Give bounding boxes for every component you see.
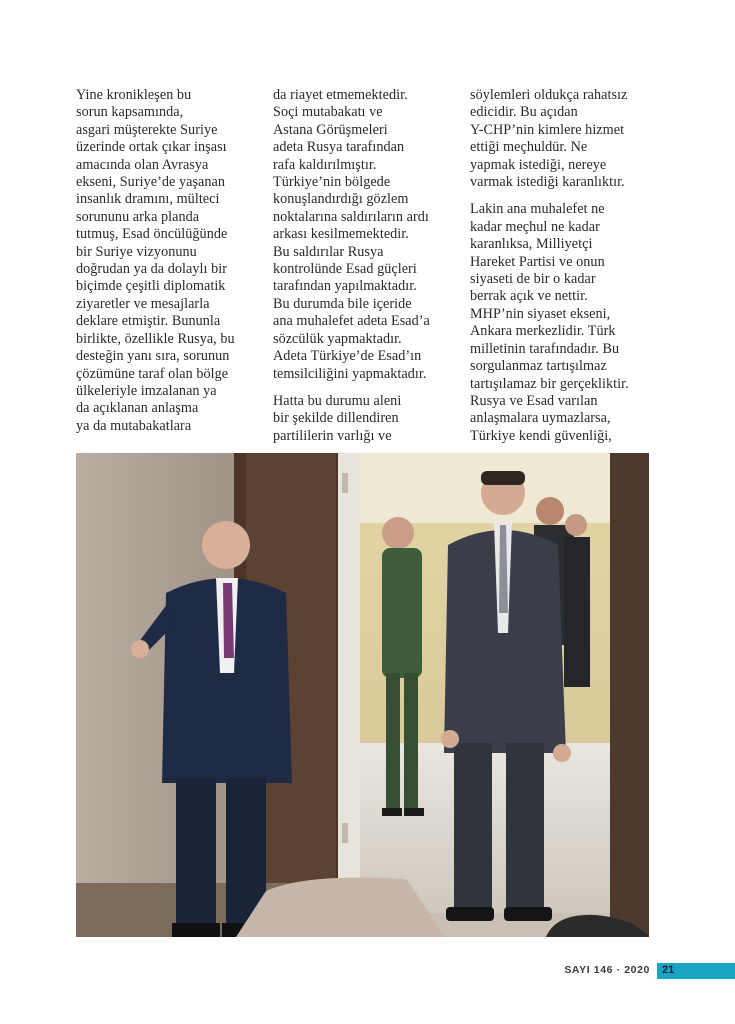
text-line: Soçi mutabakatı ve xyxy=(273,104,383,121)
text-line: ziyaretler ve mesajlarla xyxy=(76,295,210,312)
paragraph xyxy=(470,201,655,445)
text-line: Rusya ve Esad varılan xyxy=(470,392,598,409)
text-line: ekseni, Suriye’de yaşanan xyxy=(76,174,225,191)
text-line: sözcülük yapmaktadır. xyxy=(273,330,402,347)
text-line: sorun kapsamında, xyxy=(76,104,184,121)
text-line: bir Suriye vizyonunu xyxy=(76,243,197,260)
text-line: söylemleri oldukça rahatsız xyxy=(470,87,628,103)
paragraph xyxy=(273,393,458,445)
text-line: Hareket Partisi ve onun xyxy=(470,253,605,270)
text-line: ya da mutabakatlara xyxy=(76,417,192,434)
text-line: sorgulanmaz tartışılmaz xyxy=(470,358,607,375)
text-line: yapmak istediği, nereye xyxy=(470,156,607,173)
paragraph xyxy=(273,87,458,383)
text-line: ülkeleriyle imzalanan ya xyxy=(76,382,217,399)
text-line: tartışılamaz bir gerçekliktir. xyxy=(470,375,629,392)
text-line: ettiği meçhuldür. Ne xyxy=(470,139,588,156)
text-line: temsilciliğini yapmaktadır. xyxy=(273,365,427,382)
text-line: desteğin yanı sıra, sorunun xyxy=(76,348,230,365)
text-line: da açıklanan anlaşma xyxy=(76,400,199,417)
text-line: konuşlandırdığı gözlem xyxy=(273,191,409,208)
article-photo xyxy=(76,453,649,937)
text-column-3 xyxy=(470,87,655,455)
text-line: karanlıksa, Milliyetçi xyxy=(470,236,593,253)
text-line: Yine kronikleşen bu xyxy=(76,87,192,103)
text-line: Y-CHP’nin kimlere hizmet xyxy=(470,121,625,138)
text-line: da riayet etmemektedir. xyxy=(273,87,408,103)
text-line: partililerin varlığı ve xyxy=(273,427,392,444)
text-line: rafa kaldırılmıştır. xyxy=(273,156,377,173)
paragraph xyxy=(470,87,655,191)
text-line: kadar meçhul ne kadar xyxy=(470,218,600,235)
text-line: milletinin tarafındadır. Bu xyxy=(470,340,620,357)
text-line: varmak istediği karanlıktır. xyxy=(470,174,625,191)
text-line: doğrudan ya da dolaylı bir xyxy=(76,261,228,278)
text-line: anlaşmalara uymazlarsa, xyxy=(470,410,611,427)
text-line: adeta Rusya tarafından xyxy=(273,139,405,156)
text-line: tarafından yapılmaktadır. xyxy=(273,278,417,295)
text-line: arkası kesilmemektedir. xyxy=(273,226,409,243)
text-line: biçimde çeşitli diplomatik xyxy=(76,278,226,295)
page-number-box xyxy=(657,963,735,979)
text-column-2 xyxy=(273,87,458,455)
text-line: Bu saldırılar Rusya xyxy=(273,243,384,260)
text-line: Adeta Türkiye’de Esad’ın xyxy=(273,348,422,365)
text-column-1 xyxy=(76,87,256,445)
text-line: sorununu arka planda xyxy=(76,208,200,225)
text-line: noktalarına saldırıların ardı xyxy=(273,208,429,225)
text-line: tutmuş, Esad öncülüğünde xyxy=(76,226,228,243)
page-number: 21 xyxy=(662,964,675,976)
text-line: Hatta bu durumu aleni xyxy=(273,392,402,409)
text-line: ana muhalefet adeta Esad’a xyxy=(273,313,430,330)
text-line: Bu durumda bile içeride xyxy=(273,295,412,312)
text-line: berrak açık ve nettir. xyxy=(470,288,588,305)
text-line: Lakin ana muhalefet ne xyxy=(470,201,605,218)
text-line: Ankara merkezlidir. Türk xyxy=(470,323,616,340)
text-line: MHP’nin siyaset ekseni, xyxy=(470,305,611,322)
text-line: kontrolünde Esad güçleri xyxy=(273,261,417,278)
page-footer xyxy=(540,963,735,979)
text-line: çözümüne taraf olan bölge xyxy=(76,365,229,382)
text-line: siyaseti de bir o kadar xyxy=(470,271,596,288)
text-line: amacında olan Avrasya xyxy=(76,156,209,173)
text-line: bir şekilde dillendiren xyxy=(273,410,399,427)
text-line: Türkiye’nin bölgede xyxy=(273,174,391,191)
text-line: insanlık dramını, mülteci xyxy=(76,191,220,208)
text-line: deklare etmiştir. Bununla xyxy=(76,313,221,330)
text-line: üzerinde ortak çıkar inşası xyxy=(76,139,227,156)
paragraph xyxy=(76,87,256,435)
text-line: edicidir. Bu açıdan xyxy=(470,104,578,121)
issue-label: SAYI 146 · 2020 xyxy=(564,964,650,976)
text-line: Astana Görüşmeleri xyxy=(273,121,388,138)
text-line: birlikte, özellikle Rusya, bu xyxy=(76,330,235,347)
text-line: Türkiye kendi güvenliği, xyxy=(470,427,612,444)
text-line: asgari müşterekte Suriye xyxy=(76,121,218,138)
